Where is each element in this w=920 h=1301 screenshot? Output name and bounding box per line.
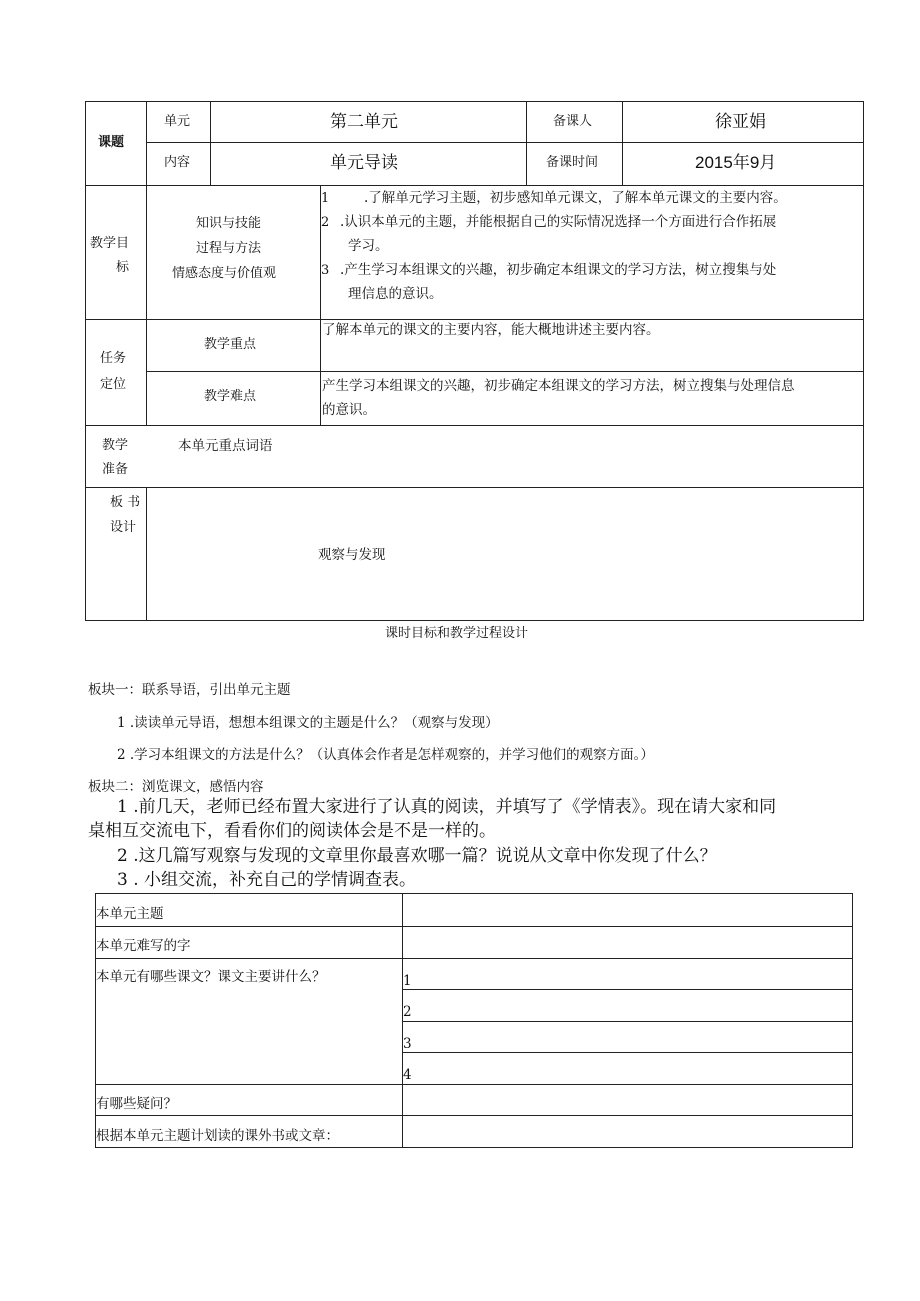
difficulty-text: 的意识。 [322,402,376,418]
board-label-line1: 板 书 [110,495,141,510]
subtitle: 课时目标和教学过程设计 [385,626,529,641]
goal-category: 知识与技能 [196,216,262,231]
table-border [863,101,864,621]
table-border [402,1021,853,1022]
section2-title: 板块二：浏览课文，感悟内容 [88,779,264,795]
goals-label-line1: 教学目 [90,236,130,251]
table-border [95,1115,853,1116]
table-border [146,487,147,620]
content-label: 内容 [164,155,191,170]
preparer-value: 徐亚娟 [715,112,766,132]
goals-label-line2: 标 [116,260,130,275]
unit-value: 第二单元 [330,112,398,132]
goal-category: 情感态度与价值观 [172,266,277,281]
board-label-line2: 设计 [110,520,137,535]
table-border [85,487,864,488]
section2-item: 1 .前几天，老师已经布置大家进行了认真的阅读，并填写了《学情表》。现在请大家和同 [117,797,777,817]
section2-item: 2 .这几篇写观察与发现的文章里你最喜欢哪一篇？说说从文章中你发现了什么？ [117,846,717,866]
prep-label-line2: 准备 [102,462,129,477]
table-border [95,893,853,894]
goal-text: 理信息的意识。 [348,286,443,302]
unit-label: 单元 [164,114,191,129]
goal-category: 过程与方法 [196,241,262,256]
goal-number: 1 [321,191,330,206]
goal-text: 学习。 [348,238,389,254]
survey-row-label: 根据本单元主题计划读的课外书或文章： [96,1128,339,1144]
section1-item: 1 .读读单元导语，想想本组课文的主题是什么？（观察与发现） [117,715,499,731]
table-border [95,1147,853,1148]
table-border [526,101,527,185]
survey-row-label: 有哪些疑问？ [96,1096,177,1112]
table-border [146,371,864,372]
prep-time-value: 2015年9月 [695,153,777,172]
table-border [85,101,86,621]
key-point-text: 了解本单元的课文的主要内容，能大概地讲述主要内容。 [322,322,660,338]
table-border [852,893,853,1148]
table-border [85,425,864,426]
prep-text: 本单元重点词语 [178,438,273,454]
task-label-line2: 定位 [100,377,127,392]
goal-text: .了解单元学习主题，初步感知单元课文，了解本单元课文的主要内容。 [364,190,787,206]
topic-label: 课题 [98,135,125,150]
prep-time-label: 备课时间 [546,155,599,170]
preparer-label: 备课人 [553,114,593,129]
table-border [85,620,864,621]
survey-number: 1 [403,973,412,989]
section1-title: 板块一：联系导语，引出单元主题 [88,682,291,698]
key-point-label: 教学重点 [204,337,257,352]
table-border [146,142,864,143]
table-border [210,101,211,185]
survey-row-label: 本单元有哪些课文？课文主要讲什么？ [96,969,326,985]
content-value: 单元导读 [330,153,398,173]
prep-label-line1: 教学 [102,438,129,453]
survey-row-label: 本单元难写的字 [96,938,191,954]
table-border [95,958,853,959]
table-border [622,101,623,185]
section1-item: 2 .学习本组课文的方法是什么？（认真体会作者是怎样观察的，并学习他们的观察方面。） [117,747,654,763]
task-label-line1: 任务 [100,351,127,366]
goal-number: 3 [321,263,330,278]
goal-text: .产生学习本组课文的兴趣，初步确定本组课文的学习方法，树立搜集与处 [340,262,777,278]
board-text: 观察与发现 [318,547,386,563]
table-border [95,1084,853,1085]
section2-item: 桌相互交流电下，看看你们的阅读体会是不是一样的。 [88,821,496,841]
goal-number: 2 [321,215,330,230]
difficulty-text: 产生学习本组课文的兴趣，初步确定本组课文的学习方法，树立搜集与处理信息 [322,378,795,394]
table-border [402,1052,853,1053]
section2-item: 3 . 小组交流，补充自己的学情调查表。 [117,870,417,890]
survey-number: 4 [403,1067,412,1083]
difficulty-label: 教学难点 [204,389,257,404]
table-border [95,926,853,927]
survey-row-label: 本单元主题 [96,906,164,922]
goal-text: .认识本单元的主题，并能根据自己的实际情况选择一个方面进行合作拓展 [340,214,777,230]
table-border [146,101,147,425]
table-border [85,101,864,102]
survey-number: 3 [403,1036,412,1052]
survey-number: 2 [403,1004,412,1020]
table-border [402,989,853,990]
